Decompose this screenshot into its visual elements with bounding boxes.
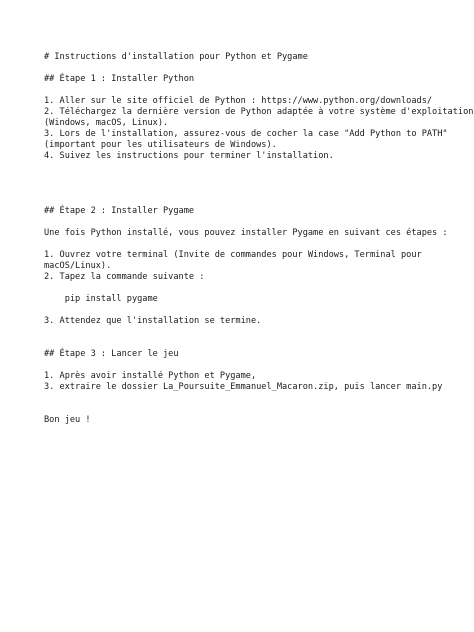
step2-intro: Une fois Python installé, vous pouvez installer Pygame en suivant ces étapes :	[44, 228, 448, 238]
step2-command: pip install pygame	[44, 294, 158, 304]
step1-item: (Windows, macOS, Linux).	[44, 118, 169, 128]
step1-item: 1. Aller sur le site officiel de Python : https://www.python.org/downloads/	[44, 96, 433, 106]
document-title: # Instructions d'installation pour Python et Pygame	[44, 52, 308, 62]
closing-text: Bon jeu !	[44, 415, 91, 425]
step2-heading: ## Étape 2 : Installer Pygame	[44, 206, 195, 216]
step1-item: 2. Téléchargez la dernière version de Python adaptée à votre système d'exploitation	[44, 107, 474, 117]
step2-item: 2. Tapez la commande suivante :	[44, 272, 205, 282]
step3-item: 1. Après avoir installé Python et Pygame,	[44, 371, 257, 381]
document-body	[44, 52, 474, 426]
step2-item: macOS/Linux).	[44, 261, 112, 271]
step1-item: 3. Lors de l'installation, assurez-vous de cocher la case "Add Python to PATH"	[44, 129, 448, 139]
step3-item: 3. extraire le dossier La_Poursuite_Emmanuel_Macaron.zip, puis lancer main.py	[44, 382, 443, 392]
step1-item: (important pour les utilisateurs de Windows).	[44, 140, 277, 150]
step2-item: 3. Attendez que l'installation se termine.	[44, 316, 262, 326]
step1-item: 4. Suivez les instructions pour terminer l'installation.	[44, 151, 334, 161]
step2-item: 1. Ouvrez votre terminal (Invite de commandes pour Windows, Terminal pour	[44, 250, 422, 260]
step3-heading: ## Étape 3 : Lancer le jeu	[44, 349, 179, 359]
step1-heading: ## Étape 1 : Installer Python	[44, 74, 195, 84]
